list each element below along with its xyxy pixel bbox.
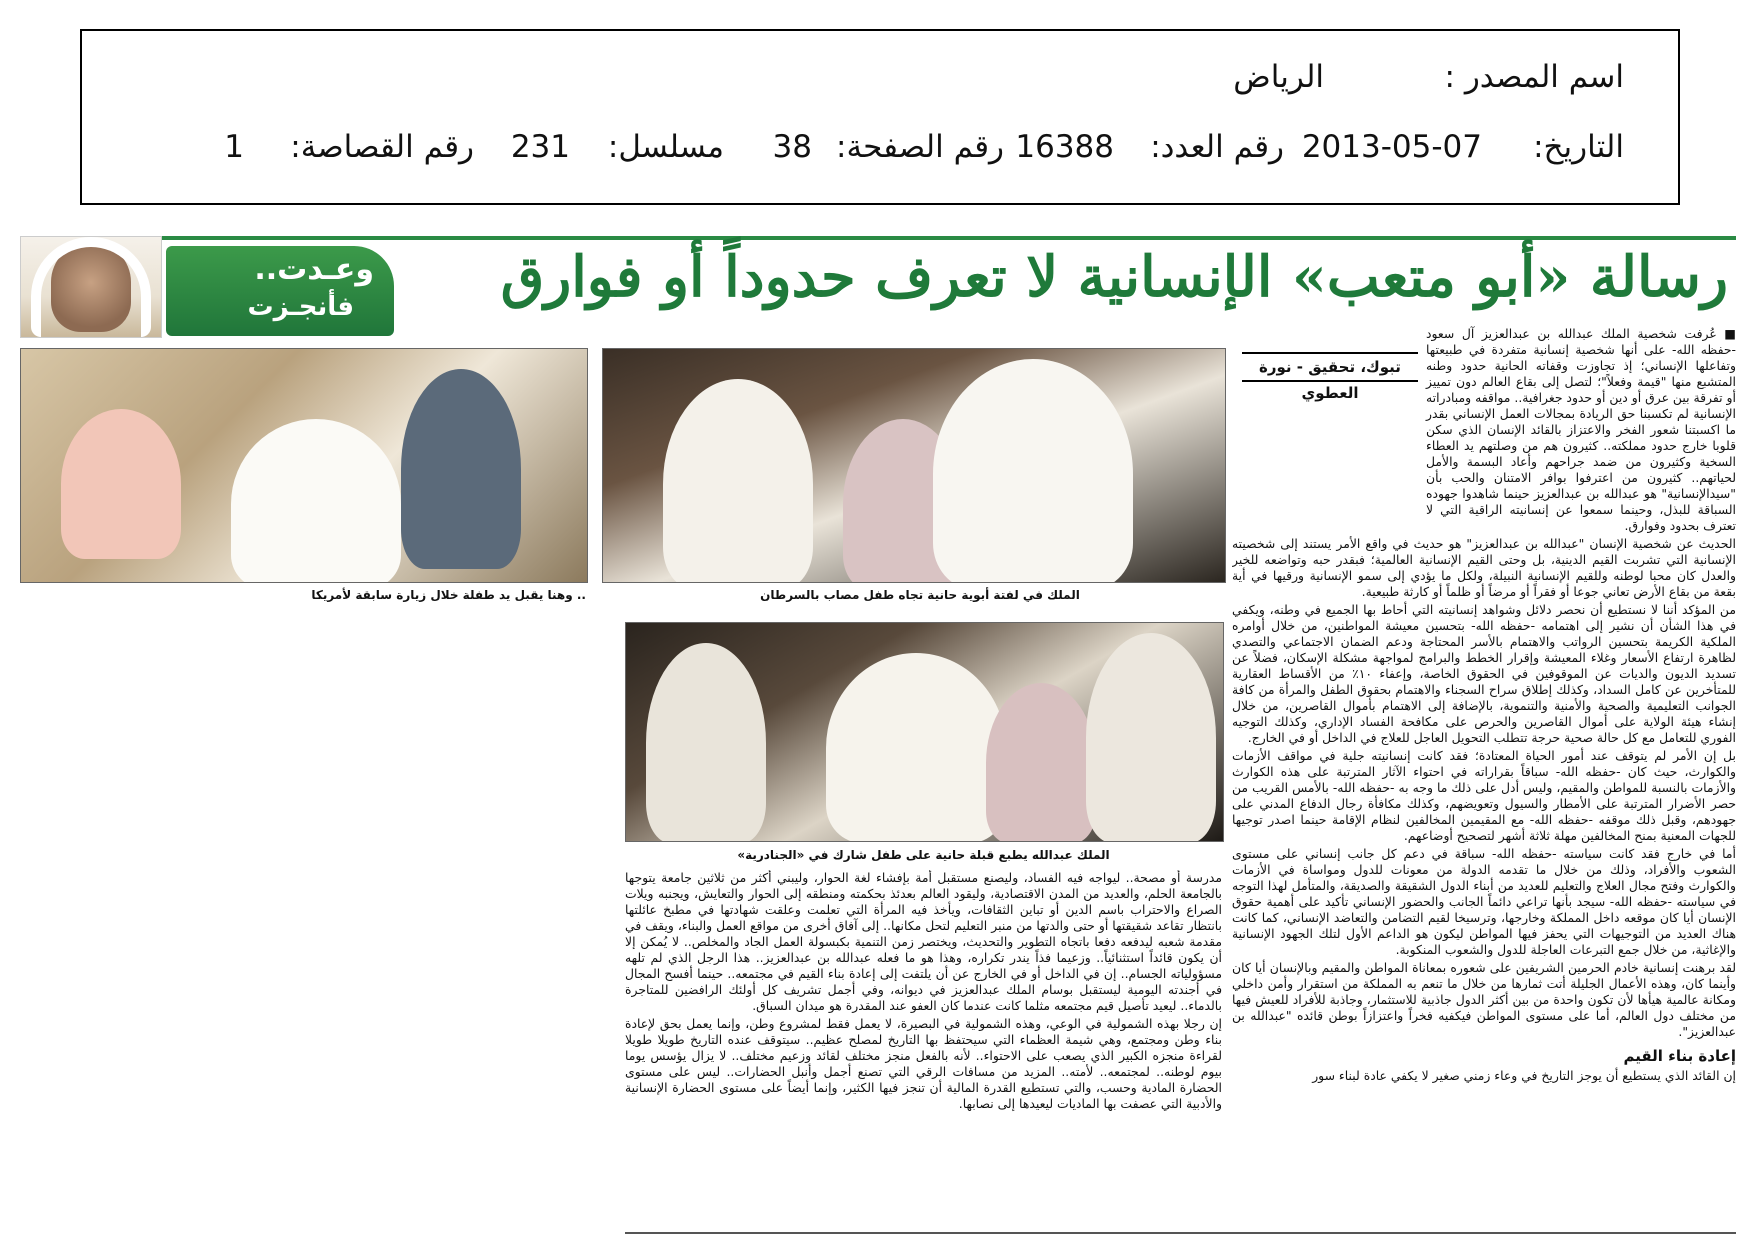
portrait-headdress bbox=[31, 237, 151, 337]
source-info-box bbox=[80, 29, 1680, 205]
king-portrait-image bbox=[20, 236, 162, 338]
article-headline: رسالة «أبو متعب» الإنسانية لا تعرف حدوداً أو فوارق bbox=[500, 244, 1728, 310]
photo-official-figure bbox=[401, 369, 521, 569]
source-value: الرياض bbox=[1233, 59, 1324, 95]
paragraph: ■ عُرفت شخصية الملك عبدالله بن عبدالعزيز آل سعود -حفظه الله- على أنها شخصية إنسانية متفردة في طبيعتها وتفاعلها الإنساني؛ إذ تجاوزت وقفاته الحانية حدود وطنه المتشبع منها "قيمة وفعلاً"؛ لتصل إلى بقاع العالم دون تمييز أو تفرقة بين عرق أو دين أو حدود جغرافية.. مواقفه ومبادراته الإنسانية لم تكسبنا حق الريادة بمجالات العمل الإنساني بقدر ما اكسبتنا شعور الفخر والاعتزاز بالقائد الإنسان الذي سكن قلوبا خارج حدود مملكته.. كثيرون هم من وصلتهم يد العطاء السخية وكثيرون من ضمد جراحهم وأعاد البسمة والأمل لحياتهم.. كثيرون من اعترفوا بوافر الامتنان والحب بأن "سيدالإنسانية" هو عبدالله بن عبدالعزيز حينما شاهدوا جهوده السباقة للبذل، وحينما سمعوا عن إنسانيته الراقية التي لا تعترف بحدود وفوارق. bbox=[1426, 326, 1736, 533]
caption-photo-2: الملك في لفتة أبوية حانية تجاه طفل مصاب بالسرطان bbox=[760, 588, 1080, 602]
caption-photo-3: الملك عبدالله يطبع قبلة حانية على طفل شارك في «الجنادرية» bbox=[737, 848, 1110, 862]
article-column-middle bbox=[625, 870, 1222, 1236]
page-label: رقم الصفحة: bbox=[836, 129, 1004, 165]
photo-man-left-figure bbox=[663, 379, 813, 583]
source-label: اسم المصدر : bbox=[1444, 59, 1624, 95]
section-badge bbox=[166, 246, 394, 336]
paragraph: مدرسة أو مصحة.. ليواجه فيه الفساد، وليصنع مستقبل أمة بإفشاء لغة الحوار، وليبني أكثر من ثلاثين جامعة يتوجها بالجامعة الحلم، والعديد من المدن الاقتصادية، وليقود العالم بعدئذ بحكمته ومنطقه إلى الحوار والتعايش، ويجنبه ويلات الصراع والاحتراب باسم الدين أو تباين الثقافات، ويأخذ فيه المرأة التي تعلمت وعلقت شهادتها في مطبخ عائلتها بانتظار تقاعد شقيقتها أو حتى والدتها من منبر التعليم لتحل مكانها.. إلى آفاق أخرى من مواقع العمل والبناء، ويقف في مقدمة شعبه ليدفعه دفعا باتجاه التطوير والتحديث، ويختصر زمن التنمية بكبسولة العمل الجاد والمخلص.. لا يُمكن إلا أن يكون قائداً استثنائياً.. وزعيما فذاً يندر تكراره، وهذا هو ما فعله عبدالله بن عبدالعزيز.. هذا الرجل الذي لم تلهه مسؤولياته الجسام.. إن في الداخل أو في الخارج عن أن يلتفت إلى إعادة بناء القيم في مجتمعه.. حينما أفسح المجال في أجندته اليومية ليستقبل بوسام الملك عبدالعزيز في ديوانه، وفي أجمل تشريف كل أولئك الرافضين للمتاجرة بالدماء.. ليعيد تأصيل قيم مجتمعه مثلما كانت عندما كان العفو عند المقدرة هو ميدان السباق. bbox=[625, 870, 1222, 1013]
badge-line-2: فأنجـزت bbox=[247, 292, 354, 322]
serial-label: مسلسل: bbox=[607, 129, 724, 165]
clip-value: 1 bbox=[224, 129, 244, 165]
page-value: 38 bbox=[772, 129, 812, 165]
clip-label: رقم القصاصة: bbox=[290, 129, 474, 165]
caption-photo-1: .. وهنا يقبل يد طفلة خلال زيارة سابقة لأمريكا bbox=[311, 588, 586, 602]
date-label: التاريخ: bbox=[1533, 129, 1624, 165]
paragraph: إن رجلا بهذه الشمولية في الوعي، وهذه الشمولية في البصيرة، لا يعمل فقط لمشروع وطن، وإنما يعمل بحق لإعادة بناء وطن ومجتمع، وهي شيمة العظماء التي سيحتفظ بها التاريخ لمصلح عظيم.. سيتوقف عنده التاريخ طويلا طويلا لقراءة منجزه الكبير الذي يصعب على الاحتواء.. لأنه بالفعل منجز مختلف لقائد وزعيم مختلف.. لا يزال يؤسس يوما بيوم لوطنه.. لمجتمعه.. لأمته.. المزيد من مسافات الرقي التي تصنع أجمل وأنبل الحضارات.. ليس على مستوى الحضارة المادية وحسب، والتي تستطيع القدرة المالية أن تنجز فيها الكثير، وإنما أيضاً على مستوى الحضارة الإنسانية والأدبية التي عصفت بها الماديات ليعيدها إلى نصابها. bbox=[625, 1016, 1222, 1111]
photo-child-figure bbox=[986, 683, 1096, 842]
subheading: إعادة بناء القيم bbox=[1623, 1047, 1736, 1065]
badge-line-1: وعـدت.. bbox=[254, 252, 374, 287]
photo-king-figure bbox=[826, 653, 1006, 842]
paragraph: بل إن الأمر لم يتوقف عند أمور الحياة المعتادة؛ فقد كانت إنسانيته جلية في مواقف الأزمات والكوارث، حيث كان -حفظه الله- سباقاً بقراراته في احتواء الآثار المترتبة على هذه الكوارث والأزمات بالنسبة للمواطن والمقيم، وليس أدل على ذلك ما وجه به -حفظه الله- بالأمس القريب من حصر الأضرار المترتبة على الأمطار والسيول وتعويضهم، وكذلك مكافأة رجال الدفاع المدني على جهودهم، وقبل ذلك موقفه -حفظه الله- مع المقيمين المخالفين لنظام الإقامة حينما اصدر توجيها للجهات المعنية بمنح المخالفين مهلة ثلاثة أشهر لتصحيح أوضاعهم. bbox=[1232, 748, 1736, 843]
header-rule bbox=[160, 236, 1736, 240]
article-byline: تبوك، تحقيق - نورة العطوي bbox=[1242, 352, 1418, 382]
issue-label: رقم العدد: bbox=[1150, 129, 1284, 165]
paragraph: من المؤكد أننا لا نستطيع أن نحصر دلائل وشواهد إنسانيته التي أحاط بها الجميع في وطنه، ويكفي في هذا الشأن أن نشير إلى اهتمامه -حفظه الله- بتحسين معيشة المواطنين، من خلال أوامره الملكية الكريمة بتحسين الرواتب والاهتمام بالأسر المحتاجة ودعم الضمان الاجتماعي والتصدي لظاهرة ارتفاع الأسعار وغلاء المعيشة وإقرار الخطط والبرامج لمواجهة مشكلة الإسكان، فضلاً عن تسديد الديون والديات عن الموقوفين في الحقوق الخاصة، وإعفاء ١٠٪ من الأقساط العقارية للمتأخرين عن كامل السداد، وكذلك إطلاق سراح السجناء والاهتمام بحقوق الطفل والمرأة من كافة الجوانب التعليمية والصحية والأمنية والتنموية، بالإضافة إلى الاهتمام بأموال القاصرين، من خلال إنشاء هيئة الولاية على أموال القاصرين والحرص على مكافحة الفساد الإداري، وكذلك التوجيه الفوري للتعامل مع كل حالة صحية حرجة تتطلب التحويل العاجل للعلاج في الداخل أو في الخارج. bbox=[1232, 602, 1736, 745]
photo-king-figure bbox=[933, 359, 1133, 583]
issue-value: 16388 bbox=[1015, 129, 1114, 165]
photo-child-figure bbox=[61, 409, 181, 559]
photo-king-with-sick-child bbox=[602, 348, 1226, 583]
serial-value: 231 bbox=[510, 129, 570, 165]
paragraph: أما في خارج فقد كانت سياسته -حفظه الله- سباقة في دعم كل جانب إنساني على مستوى الشعوب والأفراد، وذلك من خلال ما تقدمه الدولة من معونات للدول ومواساة في الأزمات والكوارث وفتح مجال العلاج والتعليم للعديد من أبناء الدول الشقيقة والصديقة، والمتأمل لهذا التوجه في سياسته -حفظه الله- سيجد بأنها تراعي دائماً الجانب والحضور الإنساني تأكيد على أهمية حقوق الإنسان أيا كان موقعه داخل المملكة وخارجها، وترسيخا لقيم التضامن والتعاضد الإنساني، كما كانت هناك العديد من التوجيهات التي يحفز فيها المواطن ليكون هو الداعم الأول لتلك الجهود الإنسانية والإغاثية، من خلال جمع التبرعات العاجلة للدول والشعوب المنكوبة. bbox=[1232, 846, 1736, 957]
paragraph: الحديث عن شخصية الإنسان "عبدالله بن عبدالعزيز" هو حديث في واقع الأمر يستند إلى شخصيته الإنسانية التي تشربت القيم الدينية، بل وحتى القيم الإنسانية العالمية؛ فبقدر حبه وتواضعه للخير والعدل كان محبا لوطنه وللقيم الإنسانية النبيلة، ولكل ما يؤدي إلى سمو الإنسانية ورقيها في أية بقعة من بقاع الأرض تعاني جوعا أو فقراً أو مرضاً أو ظلماً أو كارثة طبيعية. bbox=[1232, 536, 1736, 599]
photo-man-right-figure bbox=[1086, 633, 1216, 842]
paragraph: إن القائد الذي يستطيع أن يوجز التاريخ في وعاء زمني صغير لا يكفي عادة لبناء سور bbox=[1312, 1068, 1736, 1083]
article-column-right bbox=[1232, 326, 1736, 1206]
photo-attendee-figure bbox=[646, 643, 766, 842]
paragraph: لقد برهنت إنسانية خادم الحرمين الشريفين على شعوره بمعاناة المواطن والمقيم وبالإنسان أيا كان وأينما كان، وهذه الأعمال الجليلة أتت ثمارها من خلال ما تنعم به المملكة من استقرار وأمن داخلي ومكانة عالمية هيأها لأن تكون واحدة من بين أكثر الدول جاذبية للاستثمار، وجاذبة للأفراد للعيش فيها من مختلف دول العالم، أما على مستوى المواطن فيكفيه فخراً واعتزازاً بوطن قائده "عبدالله بن عبدالعزيز". bbox=[1232, 960, 1736, 1039]
photo-king-kissing-child-hand bbox=[20, 348, 588, 583]
photo-king-janadriyah bbox=[625, 622, 1224, 842]
photo-king-figure bbox=[231, 419, 401, 583]
date-value: 2013-05-07 bbox=[1301, 129, 1482, 165]
newspaper-clipping bbox=[20, 236, 1736, 1238]
bottom-rule bbox=[625, 1232, 1736, 1234]
